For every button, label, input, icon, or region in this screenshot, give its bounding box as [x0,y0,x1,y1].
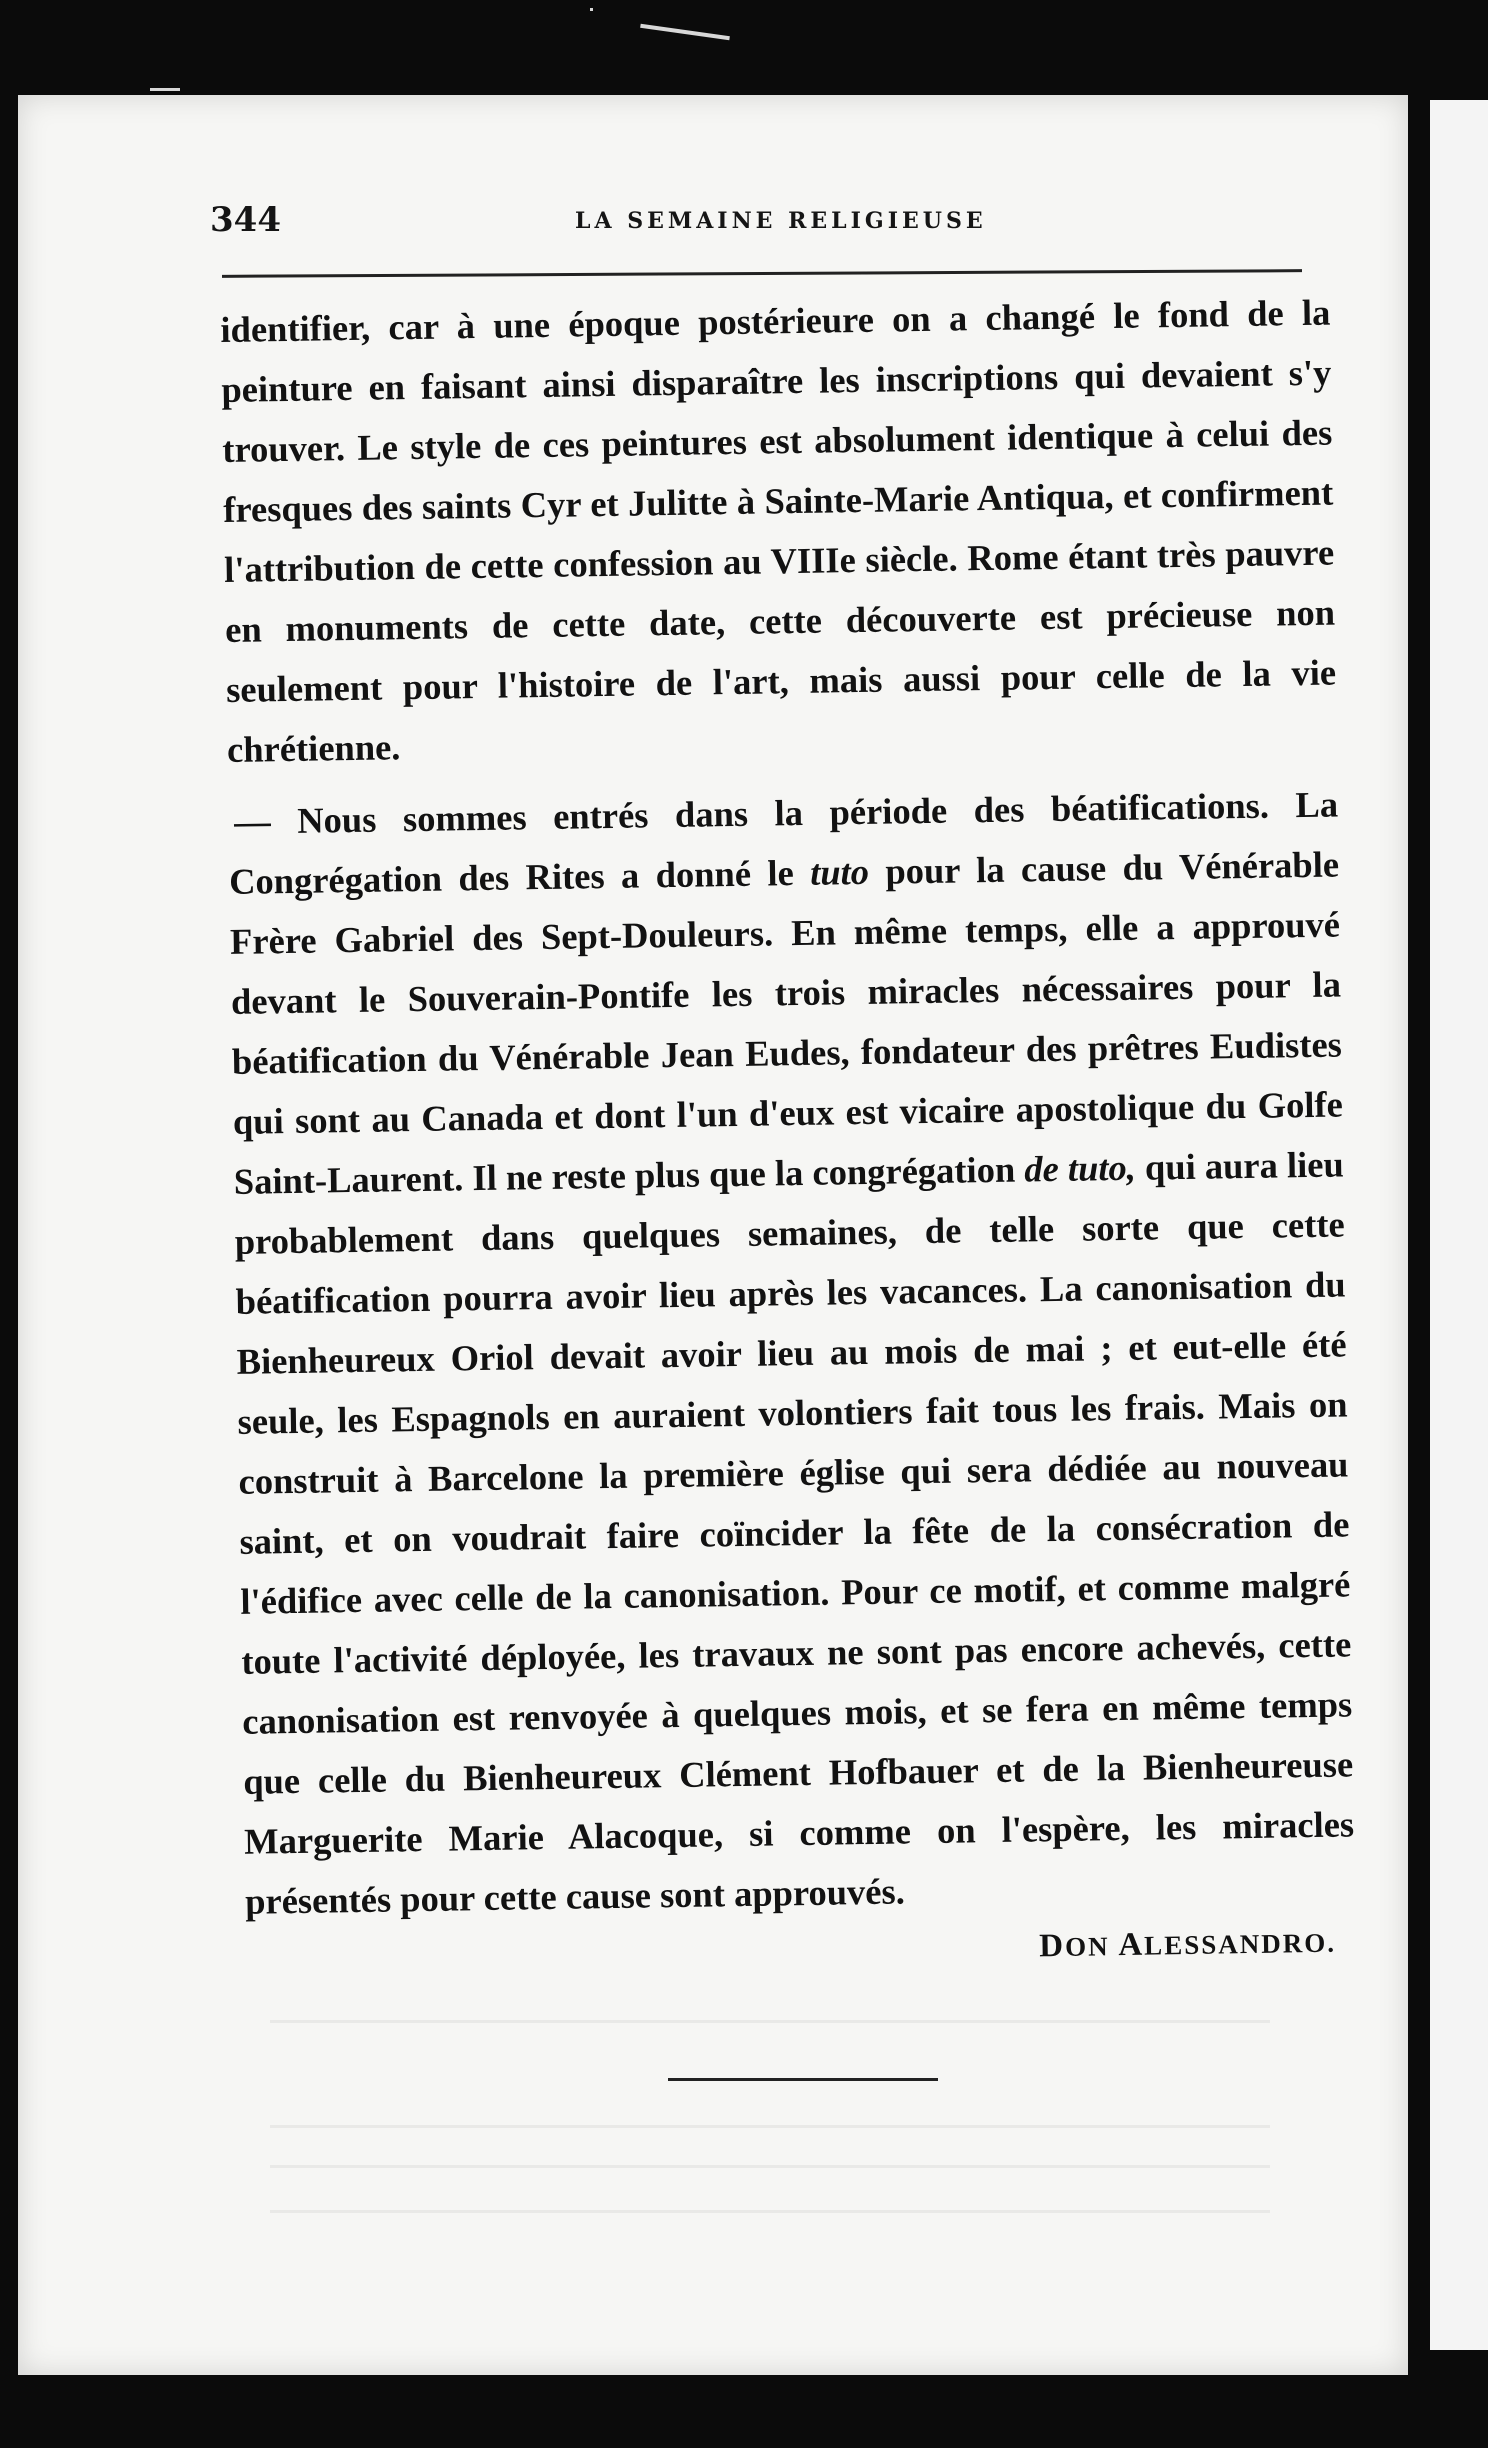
page-number: 344 [210,200,281,240]
show-through-text [270,2210,1270,2213]
scan-speck [590,8,593,11]
page-header [195,200,1305,250]
scan-speck [640,24,730,40]
end-rule [668,2078,938,2081]
article-body [220,283,1356,1985]
adjacent-page-edge [1430,100,1488,2350]
author-signature: DON ALESSANDRO. [1038,1926,1337,1965]
paragraph-2-text: pour la cause du Vénérable Frère Gabriel des Sept-Douleurs. En même temps, elle a approuvé devant le Souverain-Pontife les trois miracles nécessaires pour la béatification du Vénérable Jean Eudes, fondateur des prêtres Eudistes qui sont au Canada et dont l'un d'eux est vicaire apostolique du Golfe Saint-Laurent. Il ne reste plus que la congrégation [229,843,1344,1202]
show-through-text [270,2165,1270,2168]
paragraph-2-text: qui aura lieu probablement dans quelques semaines, de telle sorte que cette béatification pourra avoir lieu après les vacances. La canonisation du Bienheureux Oriol devait avoir lieu au mois de mai ; et eut-elle été seule, les Espagnols en auraient volontiers fait tous les frais. Mais on construit à Barcelone la première église qui sera dédiée au nouveau saint, et on voudrait faire coïncider la fête de la consécration de l'édifice avec celle de la canonisation. Pour ce motif, et comme malgré toute l'activité déployée, les travaux ne sont pas encore achevés, cette canonisation est renvoyée à quelques mois, et se fera en même temps que celle du Bienheureux Clément Hofbauer et de la Bienheureuse Marguerite Marie Alacoque, si comme on l'espère, les miracles présentés pour cette cause sont approuvés. [234,1143,1355,1922]
paragraph-1: identifier, car à une époque postérieure on a changé le fond de la peinture en faisant ainsi disparaître les inscriptions qui devaient s'y trouver. Le style de ces peintures est absolument identique à celui des fresques des saints Cyr et Julitte à Sainte-Marie Antiqua, et confirment l'attribution de cette confession au VIIIe siècle. Rome étant très pauvre en monuments de cette date, cette découverte est précieuse non seulement pour l'histoire de l'art, mais aussi pour celle de la vie chrétienne. [220,291,1337,770]
show-through-text [270,2020,1270,2023]
show-through-text [270,2125,1270,2128]
running-title: LA SEMAINE RELIGIEUSE [575,208,987,234]
paragraph-2-text: — Nous sommes entrés dans la période des béatifications. La Congrégation des Rites a donné le [228,783,1339,902]
italic-term: de tuto, [1023,1146,1137,1190]
italic-term: tuto [809,850,870,893]
paragraph-2 [228,775,1356,1932]
scan-speck [150,88,180,91]
